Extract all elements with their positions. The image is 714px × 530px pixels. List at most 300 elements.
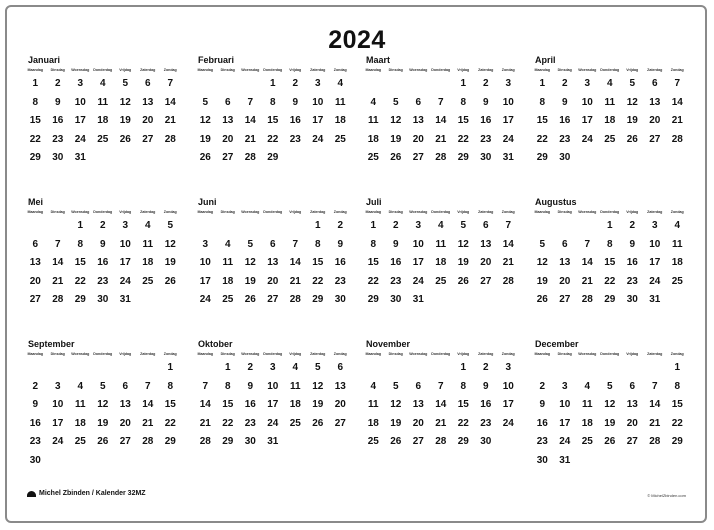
day-cell: 27 xyxy=(412,436,424,447)
day-cell: 8 xyxy=(167,380,174,392)
weekday-label: Dinsdag xyxy=(388,352,403,356)
day-cell: 25 xyxy=(289,417,301,429)
day-cell: 1 xyxy=(269,78,276,89)
day-cell: 8 xyxy=(32,96,39,108)
day-cell: 24 xyxy=(74,133,86,145)
day-cell: 6 xyxy=(269,238,276,250)
day-cell: 21 xyxy=(581,275,593,287)
day-cell: 19 xyxy=(626,115,638,126)
day-cell: 1 xyxy=(460,78,467,89)
day-cell: 3 xyxy=(561,380,568,392)
month-november xyxy=(362,339,520,452)
day-cell: 3 xyxy=(54,380,61,392)
day-cell: 28 xyxy=(435,436,447,447)
day-cell: 12 xyxy=(97,399,109,410)
empty-cell xyxy=(194,359,217,378)
day-cell: 10 xyxy=(559,399,571,410)
empty-cell xyxy=(385,359,408,378)
day-cell: 2 xyxy=(99,220,106,231)
weekday-header xyxy=(24,350,182,358)
day-cell: 16 xyxy=(29,417,41,429)
weekday-label: Zaterdag xyxy=(647,68,663,72)
day-cell: 15 xyxy=(29,115,41,126)
day-cell: 17 xyxy=(74,115,86,126)
day-cell: 14 xyxy=(164,96,176,108)
month-juni xyxy=(194,197,352,310)
day-cell: 25 xyxy=(367,152,379,163)
day-cell: 2 xyxy=(392,220,399,231)
weekday-label: Woensdag xyxy=(409,68,428,72)
month-name: December xyxy=(535,339,579,349)
day-cell: 19 xyxy=(97,417,109,429)
day-cell: 7 xyxy=(144,380,151,392)
empty-cell xyxy=(47,359,70,378)
empty-cell xyxy=(362,75,385,94)
day-cell: 3 xyxy=(202,238,209,250)
weekday-header xyxy=(531,350,689,358)
empty-cell xyxy=(284,217,307,236)
weekday-label: Dinsdag xyxy=(557,352,572,356)
day-cell: 17 xyxy=(119,257,131,268)
day-cell: 9 xyxy=(392,238,399,250)
day-cell: 15 xyxy=(312,257,324,268)
day-cell: 12 xyxy=(312,380,324,392)
day-cell: 3 xyxy=(505,362,512,373)
empty-cell xyxy=(407,359,430,378)
weekday-label: Woensdag xyxy=(409,352,428,356)
day-cell: 27 xyxy=(559,294,571,305)
day-cell: 22 xyxy=(457,417,469,429)
weekday-label: Zondag xyxy=(163,68,177,72)
day-cell: 4 xyxy=(224,238,231,250)
day-cell: 15 xyxy=(267,115,279,126)
day-grid xyxy=(24,217,182,310)
day-cell: 11 xyxy=(581,399,593,410)
day-cell: 18 xyxy=(367,417,379,429)
day-cell: 26 xyxy=(244,294,256,305)
day-cell: 22 xyxy=(164,417,176,429)
day-cell: 16 xyxy=(480,399,492,410)
month-name: Mei xyxy=(28,197,44,207)
month-name: Januari xyxy=(28,55,61,65)
day-cell: 9 xyxy=(337,238,344,250)
day-cell: 8 xyxy=(314,238,321,250)
weekday-label: Zondag xyxy=(501,210,515,214)
empty-cell xyxy=(644,359,667,378)
day-grid xyxy=(362,217,520,310)
weekday-label: Zaterdag xyxy=(310,210,326,214)
day-cell: 30 xyxy=(480,436,492,447)
empty-cell xyxy=(194,75,217,94)
weekday-label: Zondag xyxy=(333,210,347,214)
day-cell: 29 xyxy=(457,152,469,163)
day-cell: 14 xyxy=(502,238,514,250)
day-cell: 10 xyxy=(412,238,424,250)
day-cell: 1 xyxy=(314,220,321,231)
weekday-label: Woensdag xyxy=(71,68,90,72)
day-cell: 4 xyxy=(584,380,591,392)
weekday-label: Zaterdag xyxy=(310,68,326,72)
day-cell: 6 xyxy=(561,238,568,250)
empty-cell xyxy=(24,359,47,378)
weekday-label: Maandag xyxy=(197,68,214,72)
day-cell: 16 xyxy=(390,257,402,268)
day-cell: 5 xyxy=(392,380,399,392)
day-cell: 17 xyxy=(502,399,514,410)
day-cell: 2 xyxy=(629,220,636,231)
weekday-label: Zondag xyxy=(333,352,347,356)
weekday-label: Woensdag xyxy=(241,352,260,356)
weekday-label: Maandag xyxy=(534,210,551,214)
weekday-label: Zondag xyxy=(670,68,684,72)
day-cell: 27 xyxy=(626,436,638,447)
day-cell: 26 xyxy=(604,436,616,447)
weekday-label: Maandag xyxy=(534,68,551,72)
day-cell: 9 xyxy=(54,96,61,108)
day-cell: 11 xyxy=(222,257,234,268)
day-cell: 11 xyxy=(97,96,109,108)
weekday-label: Dinsdag xyxy=(388,68,403,72)
day-cell: 23 xyxy=(334,275,346,287)
month-name: November xyxy=(366,339,411,349)
day-cell: 26 xyxy=(164,275,176,287)
footer-website: © MichelZbinden.com xyxy=(647,493,686,498)
day-cell: 21 xyxy=(164,115,176,126)
day-cell: 12 xyxy=(457,238,469,250)
day-cell: 13 xyxy=(142,96,154,108)
day-grid xyxy=(531,359,689,470)
day-cell: 19 xyxy=(164,257,176,268)
empty-cell xyxy=(407,75,430,94)
day-cell: 9 xyxy=(292,96,299,108)
day-cell: 10 xyxy=(52,399,64,410)
day-cell: 27 xyxy=(29,294,41,305)
day-cell: 22 xyxy=(312,275,324,287)
day-cell: 16 xyxy=(536,417,548,429)
day-cell: 17 xyxy=(559,417,571,429)
weekday-label: Vrijdag xyxy=(457,68,470,72)
day-cell: 13 xyxy=(412,399,424,410)
day-cell: 12 xyxy=(604,399,616,410)
day-cell: 7 xyxy=(651,380,658,392)
day-cell: 6 xyxy=(32,238,39,250)
weekday-label: Zaterdag xyxy=(310,352,326,356)
day-grid xyxy=(194,75,352,168)
day-cell: 20 xyxy=(29,275,41,287)
day-cell: 20 xyxy=(267,275,279,287)
day-cell: 19 xyxy=(199,133,211,145)
day-cell: 7 xyxy=(202,380,209,392)
weekday-label: Zaterdag xyxy=(478,68,494,72)
day-cell: 4 xyxy=(77,380,84,392)
day-cell: 19 xyxy=(390,133,402,145)
weekday-header xyxy=(531,66,689,74)
day-grid xyxy=(362,359,520,452)
day-cell: 23 xyxy=(244,417,256,429)
day-cell: 29 xyxy=(74,294,86,305)
day-cell: 29 xyxy=(29,152,41,163)
day-cell: 27 xyxy=(119,436,131,447)
empty-cell xyxy=(554,217,577,236)
day-cell: 15 xyxy=(536,115,548,126)
day-cell: 24 xyxy=(559,436,571,447)
empty-cell xyxy=(47,217,70,236)
empty-cell xyxy=(531,217,554,236)
day-cell: 21 xyxy=(435,133,447,145)
weekday-label: Zaterdag xyxy=(478,352,494,356)
weekday-label: Zaterdag xyxy=(140,68,156,72)
day-cell: 4 xyxy=(606,78,613,89)
footer-credit xyxy=(27,490,146,497)
day-cell: 29 xyxy=(671,436,683,447)
weekday-header xyxy=(362,350,520,358)
day-cell: 10 xyxy=(74,96,86,108)
weekday-label: Maandag xyxy=(27,352,44,356)
month-name: Maart xyxy=(366,55,391,65)
month-name: Juni xyxy=(198,197,217,207)
day-cell: 15 xyxy=(367,257,379,268)
day-cell: 17 xyxy=(267,399,279,410)
month-mei xyxy=(24,197,182,310)
day-cell: 1 xyxy=(674,362,681,373)
day-cell: 27 xyxy=(649,133,661,145)
day-cell: 16 xyxy=(480,115,492,126)
day-cell: 28 xyxy=(142,436,154,447)
day-cell: 23 xyxy=(626,275,638,287)
weekday-label: Dinsdag xyxy=(50,352,65,356)
day-cell: 21 xyxy=(289,275,301,287)
month-name: April xyxy=(535,55,556,65)
day-cell: 18 xyxy=(222,275,234,287)
empty-cell xyxy=(239,217,262,236)
day-cell: 15 xyxy=(604,257,616,268)
day-cell: 22 xyxy=(367,275,379,287)
day-cell: 24 xyxy=(581,133,593,145)
weekday-label: Dinsdag xyxy=(220,68,235,72)
day-grid xyxy=(194,217,352,310)
day-cell: 19 xyxy=(312,399,324,410)
day-cell: 1 xyxy=(167,362,174,373)
day-cell: 27 xyxy=(267,294,279,305)
day-cell: 27 xyxy=(222,152,234,163)
day-cell: 19 xyxy=(390,417,402,429)
day-cell: 5 xyxy=(99,380,106,392)
weekday-label: Donderdag xyxy=(93,210,113,214)
month-name: Augustus xyxy=(535,197,577,207)
day-cell: 29 xyxy=(536,152,548,163)
day-cell: 1 xyxy=(224,362,231,373)
weekday-label: Dinsdag xyxy=(50,210,65,214)
day-cell: 29 xyxy=(312,294,324,305)
month-april xyxy=(531,55,689,168)
day-cell: 31 xyxy=(74,152,86,163)
day-cell: 6 xyxy=(337,362,344,373)
day-cell: 1 xyxy=(77,220,84,231)
empty-cell xyxy=(531,359,554,378)
weekday-header xyxy=(194,208,352,216)
day-cell: 1 xyxy=(606,220,613,231)
day-cell: 15 xyxy=(164,399,176,410)
day-cell: 22 xyxy=(29,133,41,145)
day-cell: 6 xyxy=(224,96,231,108)
day-cell: 4 xyxy=(99,78,106,89)
day-grid xyxy=(194,359,352,452)
day-cell: 24 xyxy=(649,275,661,287)
empty-cell xyxy=(92,359,115,378)
day-cell: 5 xyxy=(167,220,174,231)
day-cell: 12 xyxy=(626,96,638,108)
day-cell: 3 xyxy=(122,220,129,231)
day-cell: 4 xyxy=(337,78,344,89)
day-cell: 24 xyxy=(199,294,211,305)
day-grid xyxy=(531,75,689,168)
weekday-label: Woensdag xyxy=(241,68,260,72)
weekday-header xyxy=(24,208,182,216)
day-cell: 14 xyxy=(199,399,211,410)
weekday-label: Woensdag xyxy=(578,68,597,72)
day-cell: 18 xyxy=(435,257,447,268)
day-cell: 9 xyxy=(32,399,39,410)
day-cell: 2 xyxy=(482,362,489,373)
weekday-header xyxy=(24,66,182,74)
day-cell: 28 xyxy=(581,294,593,305)
month-oktober xyxy=(194,339,352,452)
day-cell: 11 xyxy=(671,238,683,250)
day-cell: 17 xyxy=(649,257,661,268)
day-cell: 3 xyxy=(505,78,512,89)
weekday-label: Maandag xyxy=(534,352,551,356)
day-cell: 8 xyxy=(77,238,84,250)
weekday-label: Vrijdag xyxy=(626,352,639,356)
weekday-label: Zondag xyxy=(333,68,347,72)
day-cell: 30 xyxy=(52,152,64,163)
day-cell: 13 xyxy=(29,257,41,268)
day-cell: 22 xyxy=(267,133,279,145)
day-cell: 2 xyxy=(482,78,489,89)
day-cell: 14 xyxy=(142,399,154,410)
day-cell: 17 xyxy=(312,115,324,126)
day-cell: 29 xyxy=(222,436,234,447)
day-cell: 5 xyxy=(460,220,467,231)
day-cell: 5 xyxy=(392,96,399,108)
day-cell: 2 xyxy=(32,380,39,392)
weekday-label: Zondag xyxy=(163,352,177,356)
day-cell: 9 xyxy=(539,399,546,410)
day-cell: 27 xyxy=(142,133,154,145)
day-cell: 2 xyxy=(561,78,568,89)
day-cell: 1 xyxy=(370,220,377,231)
month-juli xyxy=(362,197,520,310)
day-cell: 10 xyxy=(312,96,324,108)
day-cell: 1 xyxy=(460,362,467,373)
day-cell: 23 xyxy=(52,133,64,145)
day-cell: 18 xyxy=(367,133,379,145)
day-cell: 31 xyxy=(412,294,424,305)
weekday-label: Zondag xyxy=(501,68,515,72)
calendar-year: 2024 xyxy=(328,26,386,54)
day-cell: 16 xyxy=(244,399,256,410)
weekday-label: Dinsdag xyxy=(557,210,572,214)
day-cell: 13 xyxy=(222,115,234,126)
day-cell: 18 xyxy=(74,417,86,429)
day-cell: 13 xyxy=(412,115,424,126)
day-cell: 3 xyxy=(77,78,84,89)
day-cell: 15 xyxy=(74,257,86,268)
weekday-label: Donderdag xyxy=(93,68,113,72)
day-cell: 26 xyxy=(119,133,131,145)
weekday-label: Zaterdag xyxy=(140,210,156,214)
day-cell: 30 xyxy=(480,152,492,163)
day-cell: 21 xyxy=(244,133,256,145)
day-cell: 19 xyxy=(604,417,616,429)
day-cell: 17 xyxy=(502,115,514,126)
day-cell: 15 xyxy=(457,399,469,410)
day-cell: 22 xyxy=(74,275,86,287)
day-cell: 25 xyxy=(581,436,593,447)
day-cell: 29 xyxy=(457,436,469,447)
day-cell: 8 xyxy=(606,238,613,250)
day-cell: 4 xyxy=(370,96,377,108)
day-cell: 26 xyxy=(536,294,548,305)
empty-cell xyxy=(576,359,599,378)
day-cell: 16 xyxy=(289,115,301,126)
empty-cell xyxy=(194,217,217,236)
day-cell: 25 xyxy=(367,436,379,447)
day-cell: 19 xyxy=(536,275,548,287)
day-cell: 28 xyxy=(244,152,256,163)
day-grid xyxy=(24,359,182,470)
day-cell: 2 xyxy=(54,78,61,89)
month-name: Juli xyxy=(366,197,382,207)
day-cell: 16 xyxy=(52,115,64,126)
day-cell: 14 xyxy=(649,399,661,410)
day-cell: 4 xyxy=(144,220,151,231)
day-cell: 8 xyxy=(674,380,681,392)
day-cell: 5 xyxy=(122,78,129,89)
day-cell: 23 xyxy=(559,133,571,145)
weekday-label: Donderdag xyxy=(263,68,283,72)
month-name: September xyxy=(28,339,75,349)
day-cell: 6 xyxy=(651,78,658,89)
empty-cell xyxy=(554,359,577,378)
day-cell: 14 xyxy=(289,257,301,268)
weekday-label: Woensdag xyxy=(578,352,597,356)
month-name: Oktober xyxy=(198,339,233,349)
weekday-label: Woensdag xyxy=(71,352,90,356)
day-cell: 16 xyxy=(626,257,638,268)
day-cell: 19 xyxy=(119,115,131,126)
weekday-label: Donderdag xyxy=(263,210,283,214)
day-cell: 31 xyxy=(502,152,514,163)
day-cell: 3 xyxy=(314,78,321,89)
empty-cell xyxy=(576,217,599,236)
day-cell: 21 xyxy=(671,115,683,126)
weekday-label: Vrijdag xyxy=(289,210,302,214)
day-cell: 7 xyxy=(674,78,681,89)
weekday-label: Zondag xyxy=(670,352,684,356)
day-cell: 15 xyxy=(671,399,683,410)
day-cell: 22 xyxy=(604,275,616,287)
day-cell: 20 xyxy=(222,133,234,145)
day-cell: 8 xyxy=(460,380,467,392)
day-cell: 18 xyxy=(289,399,301,410)
day-cell: 13 xyxy=(559,257,571,268)
day-cell: 28 xyxy=(199,436,211,447)
day-cell: 3 xyxy=(584,78,591,89)
empty-cell xyxy=(217,75,240,94)
empty-cell xyxy=(69,359,92,378)
weekday-label: Vrijdag xyxy=(289,352,302,356)
